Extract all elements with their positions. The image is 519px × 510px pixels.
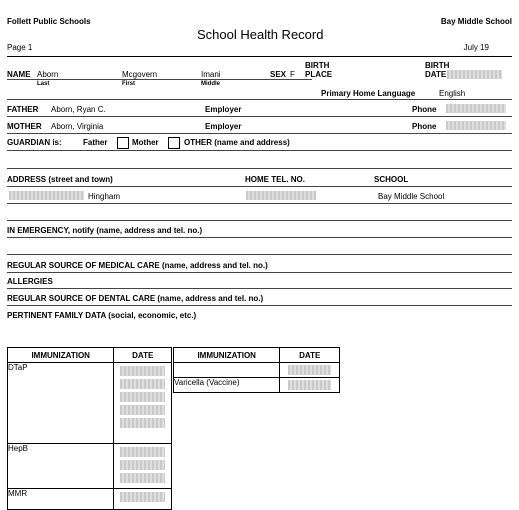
date-redacted	[120, 492, 165, 502]
date-redacted	[120, 447, 165, 457]
language-divider	[7, 99, 512, 100]
guardian-mother-checkbox[interactable]	[168, 137, 180, 149]
mother-divider	[7, 133, 512, 134]
first-name-value: Mcgovern	[122, 70, 158, 79]
name-underline	[7, 79, 312, 80]
father-phone-redacted	[446, 104, 506, 113]
vaccine-name-mmr: MMR	[8, 489, 114, 510]
emergency-divider	[7, 237, 512, 238]
mother-phone-label: Phone	[412, 122, 437, 131]
page-title: School Health Record	[197, 27, 324, 42]
address-divider	[7, 203, 512, 204]
vaccine-dates-varicella	[280, 378, 340, 393]
immunization-column-header: IMMUNIZATION	[174, 348, 280, 363]
guardian-other-label: OTHER (name and address)	[184, 138, 290, 147]
birth-place-label-1: BIRTH	[305, 61, 330, 70]
date-redacted	[120, 366, 165, 376]
school-value: Bay Middle School	[378, 192, 445, 201]
immunization-table-right	[173, 347, 340, 393]
date-column-header: DATE	[280, 348, 340, 363]
birth-date-label-1: BIRTH	[425, 61, 450, 70]
family-data-label: PERTINENT FAMILY DATA (social, economic, etc.)	[7, 311, 197, 320]
father-label: FATHER	[7, 105, 39, 114]
address-header-divider	[7, 186, 512, 187]
birth-date-label-2: DATE	[425, 70, 447, 79]
allergies-divider	[7, 288, 512, 289]
vaccine-dates-mmr	[114, 489, 172, 510]
vaccine-name-hepb: HepB	[8, 444, 114, 489]
language-value: English	[439, 89, 466, 98]
birth-date-redacted	[447, 70, 502, 79]
home-tel-label: HOME TEL. NO.	[245, 175, 305, 184]
table-header-row	[8, 348, 172, 363]
mother-phone-redacted	[446, 121, 506, 130]
mother-value: Aborn, Virginia	[51, 122, 104, 131]
date-redacted	[288, 365, 331, 375]
father-value: Aborn, Ryan C.	[51, 105, 106, 114]
immunization-table-left	[7, 347, 172, 510]
guardian-mother-label: Mother	[132, 138, 159, 147]
allergies-label: ALLERGIES	[7, 277, 53, 286]
medical-divider	[7, 272, 512, 273]
last-caption: Last	[37, 81, 50, 87]
date-redacted	[120, 392, 165, 402]
emergency-extra-line	[7, 254, 512, 255]
guardian-divider	[7, 150, 512, 151]
table-row	[8, 444, 172, 489]
sex-label: SEX	[270, 70, 287, 79]
page-number: Page 1	[7, 43, 33, 52]
father-phone-label: Phone	[412, 105, 437, 114]
vaccine-dates-hepb	[114, 444, 172, 489]
guardian-father-checkbox[interactable]	[117, 137, 129, 149]
date-redacted	[288, 380, 331, 390]
vaccine-dates-dtap	[114, 363, 172, 444]
table-row	[174, 363, 340, 378]
language-label: Primary Home Language	[321, 89, 416, 98]
dental-divider	[7, 305, 512, 306]
date-redacted	[120, 405, 165, 415]
date-redacted	[120, 460, 165, 470]
mother-employer-label: Employer	[205, 122, 242, 131]
medical-care-label: REGULAR SOURCE OF MEDICAL CARE (name, address and tel. no.)	[7, 261, 268, 270]
emergency-label: IN EMERGENCY, notify (name, address and tel. no.)	[7, 226, 203, 235]
vaccine-name-dtap: DTaP	[8, 363, 114, 444]
table-row	[174, 378, 340, 393]
street-redacted	[9, 191, 84, 200]
record-date: July 19	[463, 43, 489, 52]
middle-caption: Middle	[201, 81, 220, 87]
last-name-value: Aborn	[37, 70, 59, 79]
middle-name-value: Imani	[201, 70, 221, 79]
table-row	[8, 363, 172, 444]
table-header-row	[174, 348, 340, 363]
town-value: Hingham	[88, 192, 121, 201]
birth-place-label-2: PLACE	[305, 70, 333, 79]
header-divider	[7, 56, 512, 57]
date-column-header: DATE	[114, 348, 172, 363]
immunization-column-header: IMMUNIZATION	[8, 348, 114, 363]
district-name: Follett Public Schools	[7, 17, 91, 26]
date-redacted	[120, 379, 165, 389]
dental-care-label: REGULAR SOURCE OF DENTAL CARE (name, address and tel. no.)	[7, 294, 264, 303]
header-school-name: Bay Middle School	[440, 17, 512, 26]
date-redacted	[120, 473, 165, 483]
vaccine-dates-blank	[280, 363, 340, 378]
guardian-father-label: Father	[83, 138, 108, 147]
guardian-label: GUARDIAN is:	[7, 138, 62, 147]
vaccine-name-blank	[174, 363, 280, 378]
mother-label: MOTHER	[7, 122, 42, 131]
table-row	[8, 489, 172, 510]
address-extra-line	[7, 220, 512, 221]
father-divider	[7, 116, 512, 117]
sex-value: F	[290, 70, 295, 79]
home-tel-redacted	[246, 191, 316, 200]
school-label: SCHOOL	[374, 175, 409, 184]
first-caption: First	[122, 81, 136, 87]
father-employer-label: Employer	[205, 105, 242, 114]
address-label: ADDRESS (street and town)	[7, 175, 113, 184]
date-redacted	[120, 418, 165, 428]
vaccine-name-varicella: Varicella (Vaccine)	[174, 378, 280, 393]
name-label: NAME	[7, 70, 31, 79]
guardian-extra-line	[7, 168, 512, 169]
